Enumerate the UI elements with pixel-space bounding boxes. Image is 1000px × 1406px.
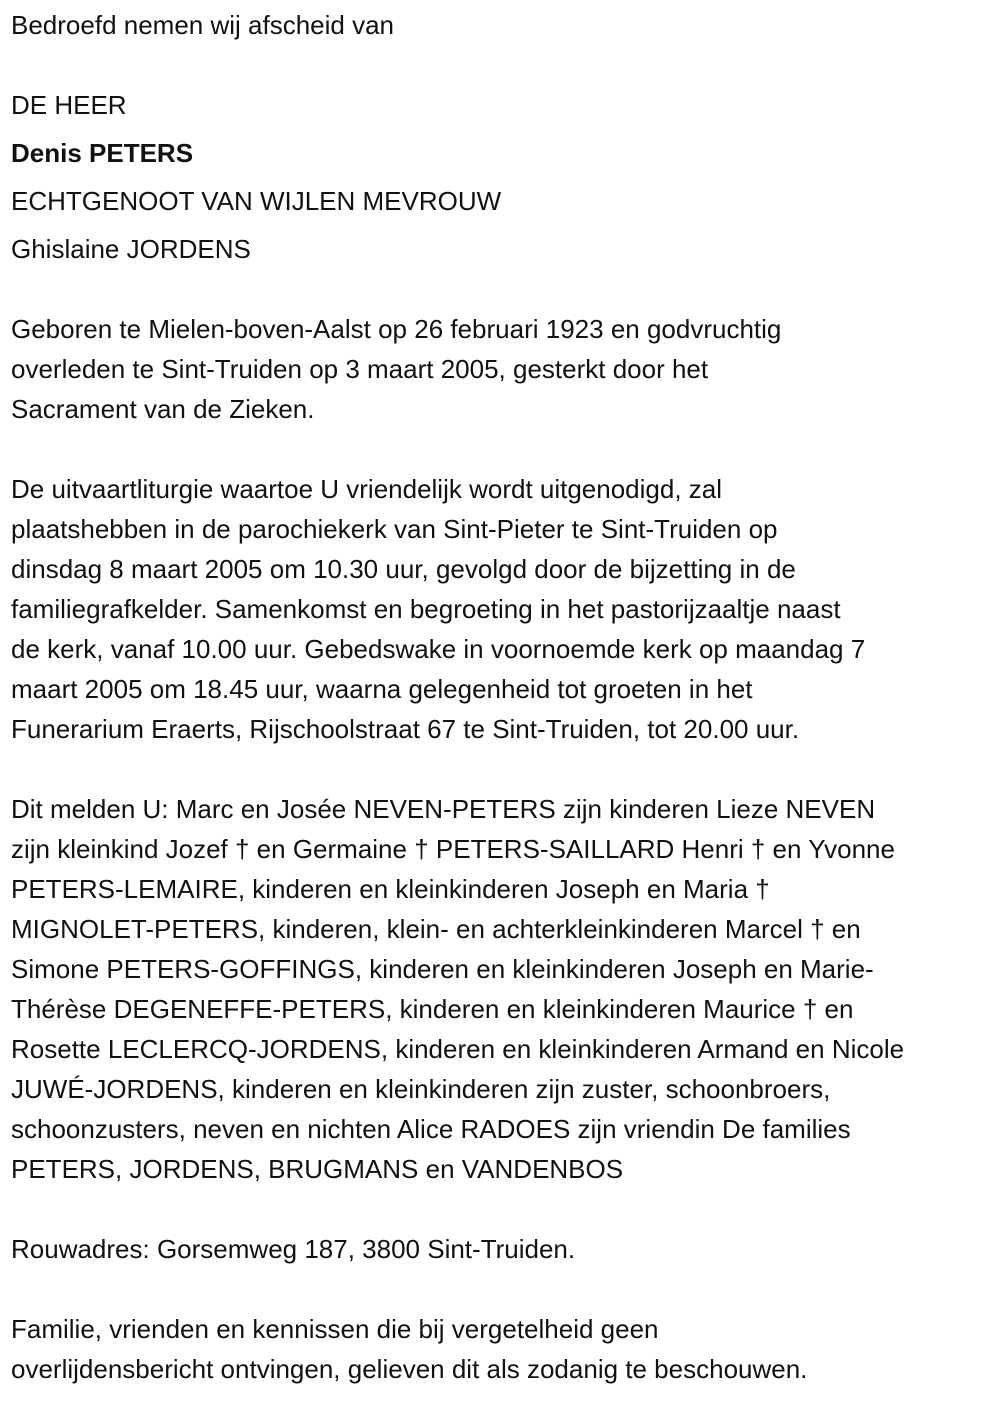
honorific: DE HEER xyxy=(11,90,127,120)
text-line: MIGNOLET-PETERS, kinderen, klein- en achterkleinkinderen Marcel † en xyxy=(11,914,861,944)
text-line: Rosette LECLERCQ-JORDENS, kinderen en kleinkinderen Armand en Nicole xyxy=(11,1034,905,1064)
spouse-name: Ghislaine JORDENS xyxy=(11,234,251,264)
text-line: Familie, vrienden en kennissen die bij vergetelheid geen xyxy=(11,1314,659,1344)
deceased-heading xyxy=(11,81,1000,273)
text-line: Funerarium Eraerts, Rijschoolstraat 67 te Sint-Truiden, tot 20.00 uur. xyxy=(11,714,800,744)
text-line: overlijdensbericht ontvingen, gelieven dit als zodanig te beschouwen. xyxy=(11,1354,808,1384)
text-line: maart 2005 om 18.45 uur, waarna gelegenheid tot groeten in het xyxy=(11,674,753,704)
text-line: PETERS-LEMAIRE, kinderen en kleinkinderen Joseph en Maria † xyxy=(11,874,770,904)
funeral-details-paragraph xyxy=(11,469,1000,749)
text-line: overleden te Sint-Truiden op 3 maart 2005, gesterkt door het xyxy=(11,354,709,384)
text-line: de kerk, vanaf 10.00 uur. Gebedswake in voornoemde kerk op maandag 7 xyxy=(11,634,866,664)
text-line: Thérèse DEGENEFFE-PETERS, kinderen en kleinkinderen Maurice † en xyxy=(11,994,854,1024)
text-line: JUWÉ-JORDENS, kinderen en kleinkinderen zijn zuster, schoonbroers, xyxy=(11,1074,831,1104)
text-line: zijn kleinkind Jozef † en Germaine † PETERS-SAILLARD Henri † en Yvonne xyxy=(11,834,895,864)
mourning-address xyxy=(11,1229,1000,1269)
text-line: plaatshebben in de parochiekerk van Sint-Pieter te Sint-Truiden op xyxy=(11,514,778,544)
text-line: Simone PETERS-GOFFINGS, kinderen en kleinkinderen Joseph en Marie- xyxy=(11,954,874,984)
birth-death-paragraph xyxy=(11,309,1000,429)
relation-text: ECHTGENOOT VAN WIJLEN MEVROUW xyxy=(11,186,502,216)
deceased-name: Denis PETERS xyxy=(11,138,194,168)
notice-paragraph xyxy=(11,1309,1000,1389)
text-line: Dit melden U: Marc en Josée NEVEN-PETERS zijn kinderen Lieze NEVEN xyxy=(11,794,876,824)
text-line: De uitvaartliturgie waartoe U vriendelijk wordt uitgenodigd, zal xyxy=(11,474,723,504)
text-line: familiegrafkelder. Samenkomst en begroeting in het pastorijzaaltje naast xyxy=(11,594,841,624)
text-line: PETERS, JORDENS, BRUGMANS en VANDENBOS xyxy=(11,1154,624,1184)
text-line: dinsdag 8 maart 2005 om 10.30 uur, gevolgd door de bijzetting in de xyxy=(11,554,796,584)
intro-text: Bedroefd nemen wij afscheid van xyxy=(11,10,395,40)
family-paragraph xyxy=(11,789,1000,1189)
text-line: Geboren te Mielen-boven-Aalst op 26 februari 1923 en godvruchtig xyxy=(11,314,782,344)
text-line: schoonzusters, neven en nichten Alice RADOES zijn vriendin De families xyxy=(11,1114,851,1144)
text-line: Rouwadres: Gorsemweg 187, 3800 Sint-Truiden. xyxy=(11,1234,576,1264)
text-line: Sacrament van de Zieken. xyxy=(11,394,315,424)
